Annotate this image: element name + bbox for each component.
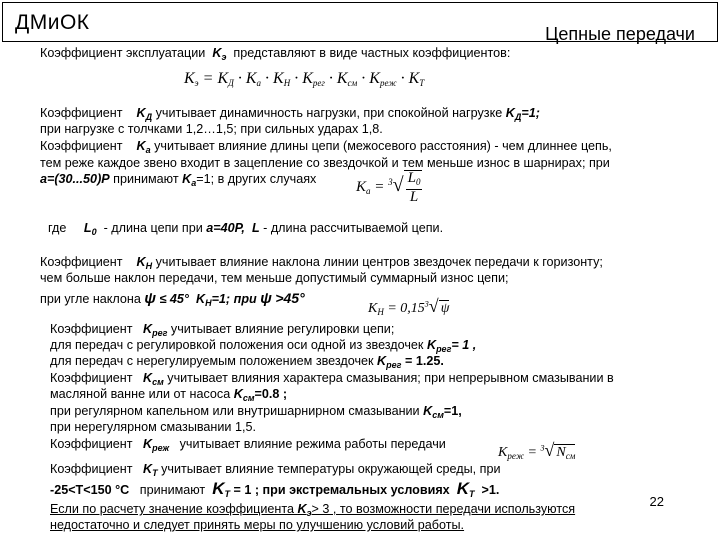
formula-k-rezh: $K_{реж} = ^3√$ $N_{см}$ bbox=[498, 440, 576, 461]
header-box bbox=[2, 2, 718, 42]
text-line-10: при угле наклона ψ ≤ 45° $K_Н=1$; при ψ >45° bbox=[40, 290, 305, 308]
text-line-14: Коэффициент $K_{см}$ учитывает влияния характера смазывания; при непрерывном смазывании в bbox=[50, 371, 614, 387]
text-line-22: недостаточно и следует принять меры по улучшению условий работы. bbox=[50, 518, 465, 532]
text-line-21: Если по расчету значение коэффициента $K_э> 3$ , то возможности передачи используются bbox=[50, 502, 576, 518]
text-line-4: Коэффициент $K_а$ учитывает влияние длины цепи (межосевого расстояния) - чем длиннее цепь, bbox=[40, 139, 612, 155]
text-line-7: где $L_0$ - длина цепи при a=40P, L - длина рассчитываемой цепи. bbox=[48, 221, 444, 237]
text-line-2: Коэффициент $K_Д$ учитывает динамичность нагрузки, при спокойной нагрузке $K_Д=1$; bbox=[40, 106, 540, 122]
text-line-13: для передач с нерегулируемым положением звездочек $K_{рег} = 1.25$. bbox=[50, 354, 444, 370]
text-line-6: a=(30...50)P принимают $K_а=1$; в других случаях bbox=[40, 172, 317, 188]
subject-title: ДМиОК bbox=[15, 11, 90, 34]
text-line-1: Коэффициент эксплуатации $K_э$ представляют в виде частных коэффициентов: bbox=[40, 46, 511, 62]
formula-k-n: $K_Н = 0,15^3√$ ψ bbox=[368, 296, 450, 317]
text-line-5: тем реже каждое звено входит в зацепление со звездочкой и тем меньше износ в шарнирах; при bbox=[40, 156, 610, 170]
text-line-8: Коэффициент $K_Н$ учитывает влияние наклона линии центров звездочек передачи к горизонту; bbox=[40, 255, 603, 271]
formula-k-a: $K_а = ^3√$ $\frac{L_0}{L}$ bbox=[356, 170, 421, 205]
page-title: Цепные передачи bbox=[545, 24, 695, 44]
text-line-11: Коэффициент $K_{рег}$ учитывает влияние регулировки цепи; bbox=[50, 322, 395, 338]
text-line-16: при регулярном капельном или внутришарнирном смазывании $K_{см}=1$, bbox=[50, 404, 462, 420]
text-line-3: при нагрузке с толчками 1,2…1,5; при сильных ударах 1,8. bbox=[40, 122, 383, 136]
text-line-12: для передач с регулировкой положения оси одной из звездочек $K_{рег}= 1$ , bbox=[50, 338, 477, 354]
page-number: 22 bbox=[649, 494, 664, 509]
text-line-9: чем больше наклон передачи, тем меньше допустимый суммарный износ цепи; bbox=[40, 271, 509, 285]
text-line-18: Коэффициент $K_{реж}$ учитывает влияние режима работы передачи bbox=[50, 437, 446, 453]
symbol-k-e: $K_э$ bbox=[212, 46, 227, 62]
text-line-15: масляной ванне или от насоса $K_{см}=0.8$ ; bbox=[50, 387, 288, 403]
text-line-20: -25<T<150 °С принимают $K_Т = 1$ ; при экстремальных условиях $K_Т >1$. bbox=[50, 479, 500, 499]
text-line-17: при нерегулярном смазывании 1,5. bbox=[50, 420, 256, 434]
formula-k-e: $K_э = K_Д \cdot K_а \cdot K_Н \cdot K_{рег} \cdot K_{см} \cdot K_{реж} \cdot K_Т$ bbox=[184, 70, 425, 88]
text-line-19: Коэффициент $K_Т$ учитывает влияние температуры окружающей среды, при bbox=[50, 462, 501, 478]
